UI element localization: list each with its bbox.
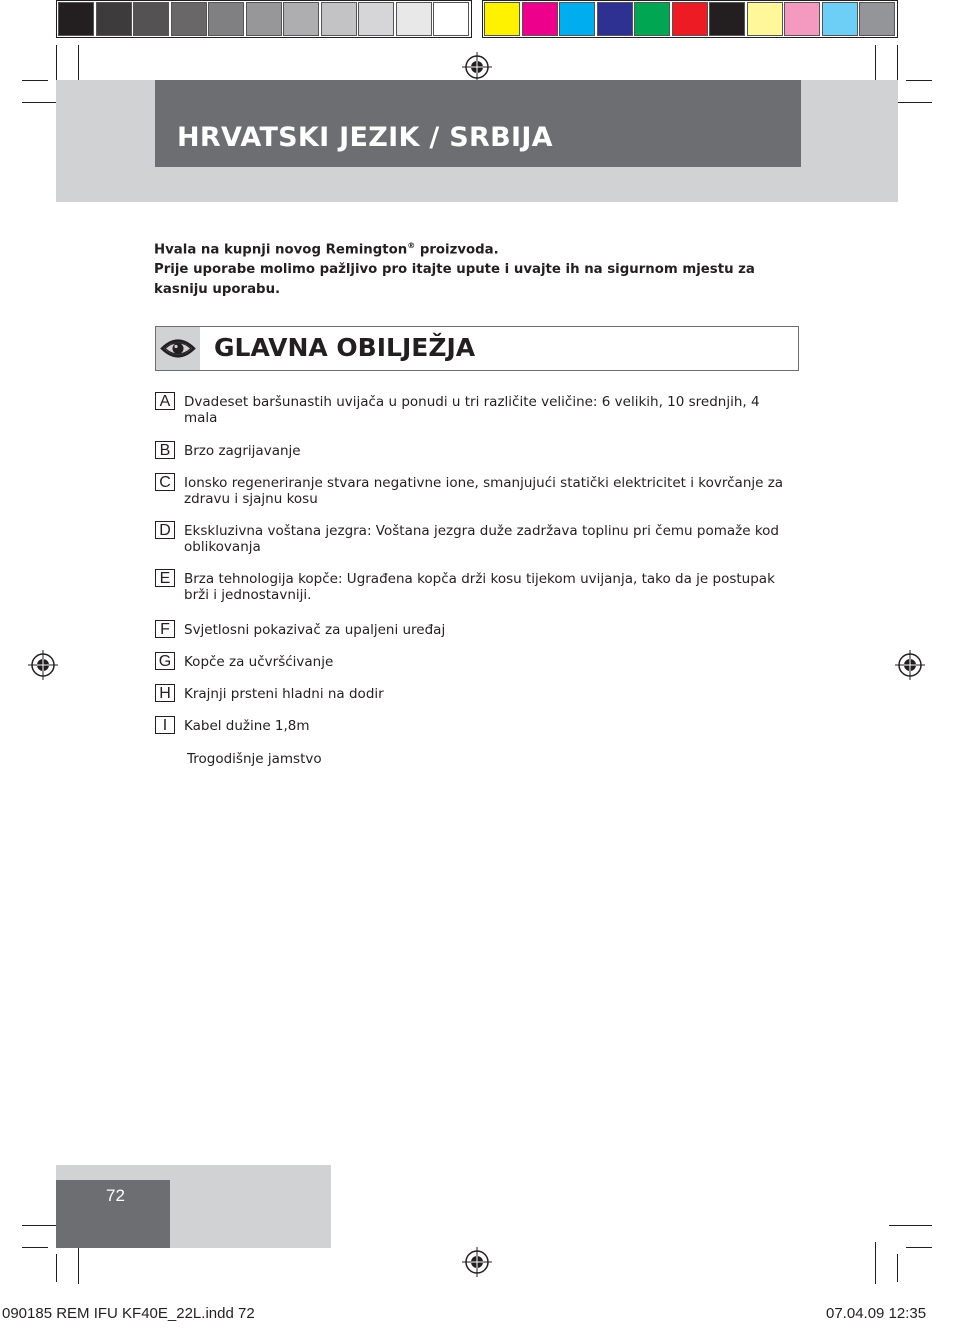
feature-text: Kabel dužine 1,8m — [184, 718, 310, 734]
intro-line-2: Prije uporabe molimo pažljivo pro itajte upute i uvajte ih na sigurnom mjestu za kasniju uporabu. — [154, 262, 755, 298]
feature-letter: C — [155, 473, 175, 491]
crop-mark — [56, 45, 57, 80]
color-swatch — [396, 2, 432, 36]
color-swatch — [709, 2, 745, 36]
color-swatch — [321, 2, 357, 36]
eye-icon — [156, 327, 200, 370]
feature-text: Svjetlosni pokazivač za upaljeni uređaj — [184, 622, 446, 638]
color-swatch — [58, 2, 94, 36]
color-swatch — [522, 2, 558, 36]
color-swatch — [634, 2, 670, 36]
intro-line-1 — [154, 236, 794, 260]
feature-letter: A — [155, 392, 175, 410]
color-swatch — [859, 2, 895, 36]
crop-mark — [56, 1254, 57, 1282]
registration-mark-top-icon — [462, 52, 492, 82]
color-swatch — [283, 2, 319, 36]
color-calibration-bar — [484, 2, 897, 38]
page-title: HRVATSKI JEZIK / SRBIJA — [177, 122, 553, 153]
crop-mark — [906, 1247, 932, 1248]
crop-mark — [897, 1254, 898, 1282]
color-swatch — [784, 2, 820, 36]
color-swatch — [672, 2, 708, 36]
crop-mark — [897, 45, 898, 80]
page-number: 72 — [106, 1186, 125, 1205]
feature-letter: G — [155, 652, 175, 670]
intro-line-1-text: Hvala na kupnji novog Remington — [154, 242, 408, 258]
color-swatch — [747, 2, 783, 36]
intro-text — [154, 236, 794, 300]
crop-mark — [875, 1242, 876, 1284]
crop-mark — [906, 80, 932, 81]
feature-letter: F — [155, 620, 175, 638]
crop-mark — [889, 1225, 932, 1226]
color-swatch — [246, 2, 282, 36]
color-swatch — [559, 2, 595, 36]
warranty-text: Trogodišnje jamstvo — [187, 751, 322, 767]
slug-filename: 090185 REM IFU KF40E_22L.indd 72 — [2, 1305, 255, 1322]
color-swatch — [171, 2, 207, 36]
feature-text: Ionsko regeneriranje stvara negativne ione, smanjujući statički elektricitet i kovrčanje za zdravu i sjajnu kosu — [184, 475, 784, 507]
feature-text: Brzo zagrijavanje — [184, 443, 301, 459]
intro-line-1-end: proizvoda. — [415, 242, 499, 258]
color-swatch — [484, 2, 520, 36]
feature-text: Kopče za učvršćivanje — [184, 654, 334, 670]
color-swatch — [433, 2, 469, 36]
crop-mark — [22, 1247, 48, 1248]
registered-mark: ® — [407, 241, 416, 250]
feature-letter: E — [155, 569, 175, 587]
feature-letter: H — [155, 684, 175, 702]
feature-letter: D — [155, 521, 175, 539]
registration-mark-bottom-icon — [462, 1247, 492, 1277]
color-swatch — [208, 2, 244, 36]
feature-letter: I — [155, 716, 175, 734]
grayscale-calibration-bar — [58, 2, 471, 38]
feature-text: Ekskluzivna voštana jezgra: Voštana jezgra duže zadržava toplinu pri čemu pomaže kod oblikovanja — [184, 523, 780, 555]
feature-text: Dvadeset baršunastih uvijača u ponudi u tri različite veličine: 6 velikih, 10 srednjih, 4 mala — [184, 394, 760, 426]
slug-timestamp: 07.04.09 12:35 — [826, 1305, 927, 1322]
feature-text: Krajnji prsteni hladni na dodir — [184, 686, 384, 702]
color-swatch — [822, 2, 858, 36]
feature-text: Brza tehnologija kopče: Ugrađena kopča drži kosu tijekom uvijanja, tako da je postupak brži i jednostavniji. — [184, 571, 775, 603]
color-swatch — [133, 2, 169, 36]
header-title-box — [155, 80, 801, 167]
color-swatch — [597, 2, 633, 36]
registration-mark-right-icon — [895, 650, 925, 680]
registration-mark-left-icon — [28, 650, 58, 680]
section-header — [155, 326, 799, 371]
color-swatch — [358, 2, 394, 36]
crop-mark — [22, 80, 48, 81]
crop-mark — [78, 1242, 79, 1284]
page-number-box — [56, 1180, 170, 1248]
section-title: GLAVNA OBILJEŽJA — [214, 333, 476, 362]
feature-letter: B — [155, 441, 175, 459]
color-swatch — [96, 2, 132, 36]
